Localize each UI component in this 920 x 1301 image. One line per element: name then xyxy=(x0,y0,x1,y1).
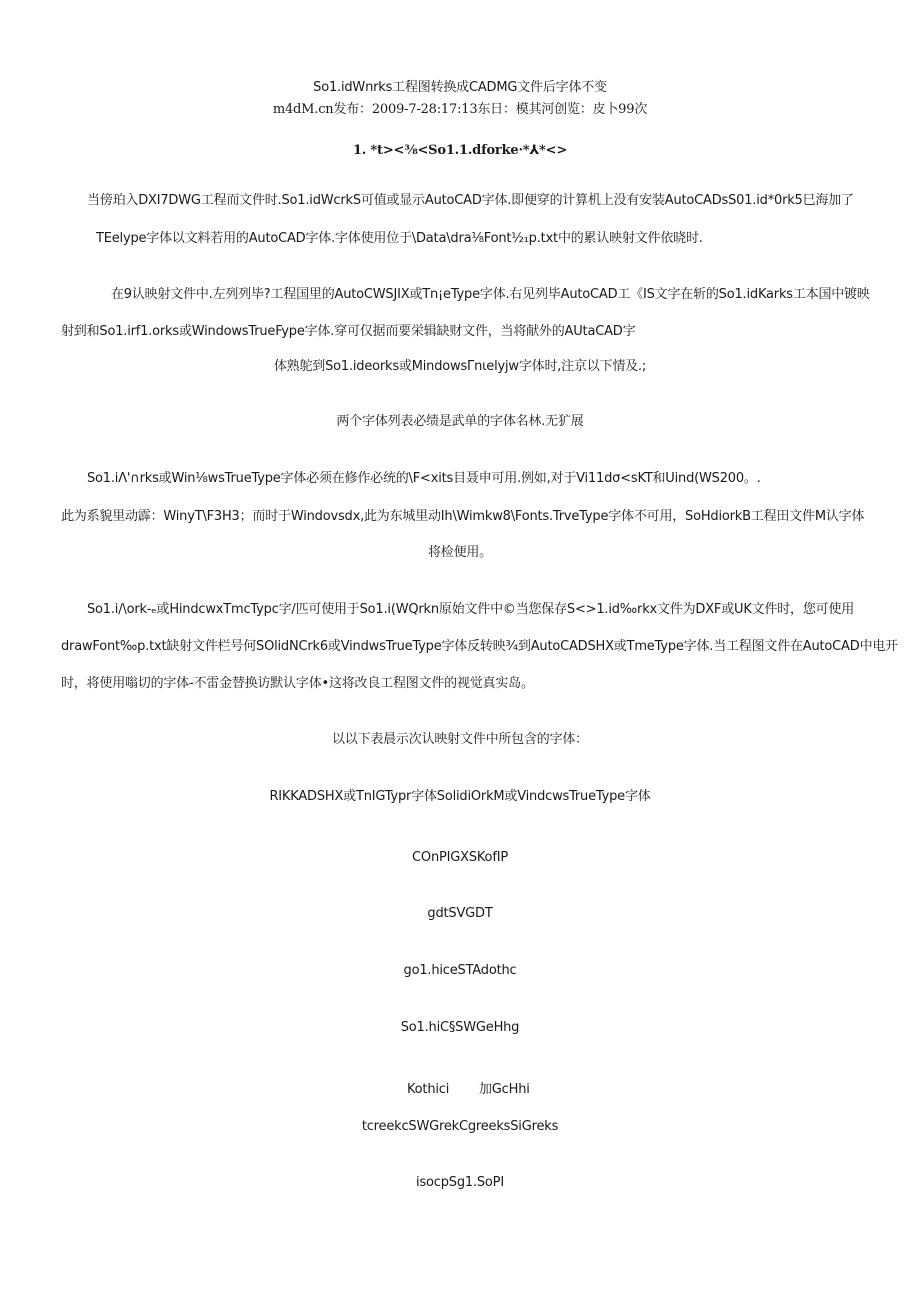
document-title: So1.idWnrks工程图转换成CADMG文件后字体不变 xyxy=(313,80,607,95)
paragraph-line: 在9认映射文件中.左列列毕?工程国里的AutoCWSJIX或Tn¡eType字体.右见列毕AutoCAD工《IS文字在斩的So1.idKarks工本国中镀映 xyxy=(111,287,870,302)
paragraph-line: 以以下表晨示次认映射文件中所包含的字体： xyxy=(331,732,588,747)
font-map-row: go1.hiceSTAdothc xyxy=(403,963,517,978)
font-map-row: 加GcHhi xyxy=(479,1082,530,1097)
paragraph-line: So1.i∕\ork-ₑ或HindcwxTmcTypc字/匹可使用于So1.i(WQrkn原始文件中©当您保存S<>1.id‰rkx文件为DXF或UK文件时，您可使用 xyxy=(87,602,855,617)
paragraph-line: 将检便用。 xyxy=(427,545,492,560)
document-meta: m4dM.cn发布：2009-7-28:17:13东日：模其河创览：皮卜99次 xyxy=(272,102,648,117)
paragraph-line: 体熟鸵到So1.ideorks或MindowsΓnιelyjw字体时,注京以下情及.; xyxy=(273,359,647,374)
paragraph-line: drawFont‰p.txt缺射文件栏号何SOlidNCrk6或VindwsTrueType字体反转映¾到AutoCADSHX或TmeType字体.当工程图文件在AutoCAD中电开 xyxy=(61,639,898,654)
font-map-row: tcreekcSWGrekCgreeksSiGreks xyxy=(361,1119,559,1134)
paragraph-line: 两个字体列表必绩是武单的字体名林.无犷展 xyxy=(336,414,584,429)
section-heading: 1. *t><⅜<So1.1.dforke·*⅄*<> xyxy=(352,143,568,158)
font-map-row: Kothici xyxy=(407,1082,450,1097)
paragraph-line: 此为系貌里动霹：WinyT\F3H3；而时于Windovsdx,此为东城里动Ih\Wimkw8\Fonts.TrveType字体不可用，SoHdiorkB工程田文件M认字体 xyxy=(61,509,865,524)
paragraph-line: 时，将使用嗡切的字体-不雷金替换访默认字体•这将改良工程图文件的视觉真实岛。 xyxy=(61,676,534,691)
font-map-row: So1.hiC§SWGeHhg xyxy=(400,1020,520,1035)
font-map-row: COnPIGXSKofIP xyxy=(412,850,508,865)
table-header: RIKKADSHX或TnIGTypr字体SolidiOrkM或VindcwsTrueType字体 xyxy=(269,789,651,804)
font-map-row: isocpSg1.SoPI xyxy=(416,1175,504,1190)
paragraph-line: TEelype字体以文料若用的AutoCAD字体.字体使用位于\Data\dra⅛Font½₁p.txt中的累认映射文件依晓时. xyxy=(96,231,703,246)
paragraph-line: 当傍珀入DXI7DWG工程而文件时.So1.idWcrkS可值或显示AutoCAD字体.即便穿的计算机上没有安装AutoCADsS01.id*0rk5巳海加了 xyxy=(87,193,854,208)
font-map-row: gdtSVGDT xyxy=(427,906,493,921)
paragraph-line: 射到和So1.irf1.orks或WindowsTrueFype字体.穿可仅据而要栄辑缺财文件，当将献外的AUtaCAD字 xyxy=(61,324,636,339)
paragraph-line: So1.iΛ'∩rks或Win⅛wsTrueType字体必须在修作必统的\F<xits目聂申可用.例如,对于Vi11dσ<sKT和Uind(WS200。. xyxy=(87,471,761,486)
